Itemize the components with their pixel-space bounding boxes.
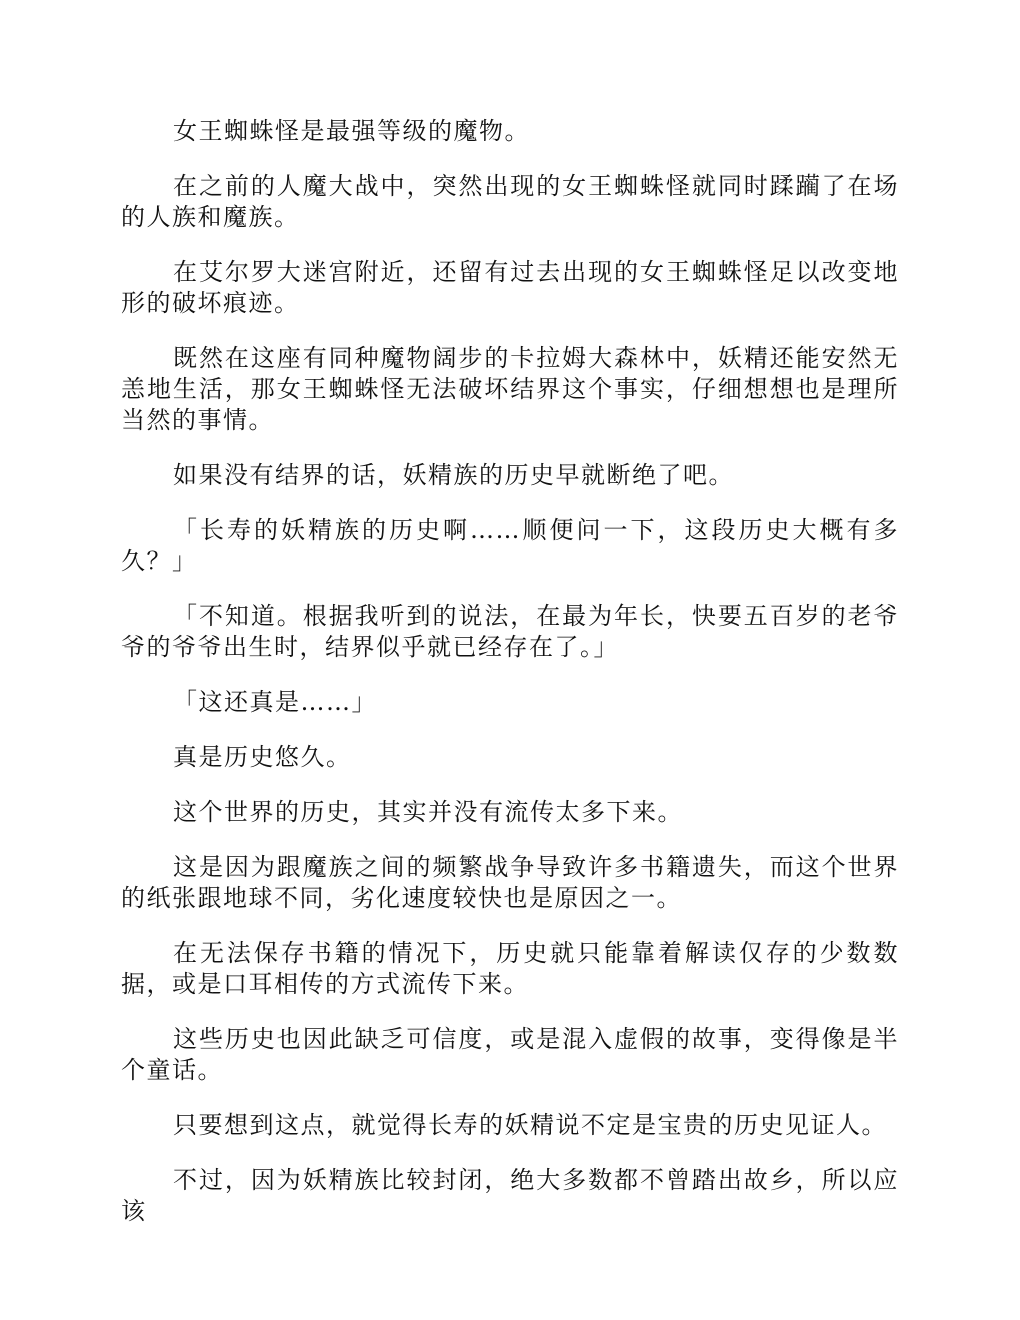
paragraph: 这个世界的历史，其实并没有流传太多下来。 bbox=[173, 798, 683, 826]
paragraph: 「不知道。根据我听到的说法，在最为年长，快要五百岁的老爷爷的爷爷出生时，结界似乎就已经存在了。」 bbox=[121, 602, 899, 661]
paragraph: 如果没有结界的话，妖精族的历史早就断绝了吧。 bbox=[173, 461, 734, 489]
paragraph: 在之前的人魔大战中，突然出现的女王蜘蛛怪就同时蹂躏了在场的人族和魔族。 bbox=[121, 172, 899, 231]
document-page bbox=[121, 116, 899, 1251]
paragraph: 「长寿的妖精族的历史啊……顺便问一下，这段历史大概有多久？」 bbox=[121, 516, 899, 575]
paragraph: 女王蜘蛛怪是最强等级的魔物。 bbox=[173, 117, 530, 145]
paragraph: 「这还真是……」 bbox=[173, 688, 377, 716]
paragraph: 只要想到这点，就觉得长寿的妖精说不定是宝贵的历史见证人。 bbox=[173, 1111, 887, 1139]
paragraph: 在无法保存书籍的情况下，历史就只能靠着解读仅存的少数数据，或是口耳相传的方式流传下来。 bbox=[121, 939, 899, 998]
paragraph: 这是因为跟魔族之间的频繁战争导致许多书籍遗失，而这个世界的纸张跟地球不同，劣化速度较快也是原因之一。 bbox=[121, 853, 899, 912]
paragraph: 不过，因为妖精族比较封闭，绝大多数都不曾踏出故乡，所以应该 bbox=[121, 1166, 899, 1225]
paragraph: 既然在这座有同种魔物阔步的卡拉姆大森林中，妖精还能安然无恙地生活，那女王蜘蛛怪无法破坏结界这个事实，仔细想想也是理所当然的事情。 bbox=[121, 344, 899, 434]
paragraph: 这些历史也因此缺乏可信度，或是混入虚假的故事，变得像是半个童话。 bbox=[121, 1025, 899, 1084]
paragraph: 真是历史悠久。 bbox=[173, 743, 352, 771]
paragraph: 在艾尔罗大迷宫附近，还留有过去出现的女王蜘蛛怪足以改变地形的破坏痕迹。 bbox=[121, 258, 899, 317]
